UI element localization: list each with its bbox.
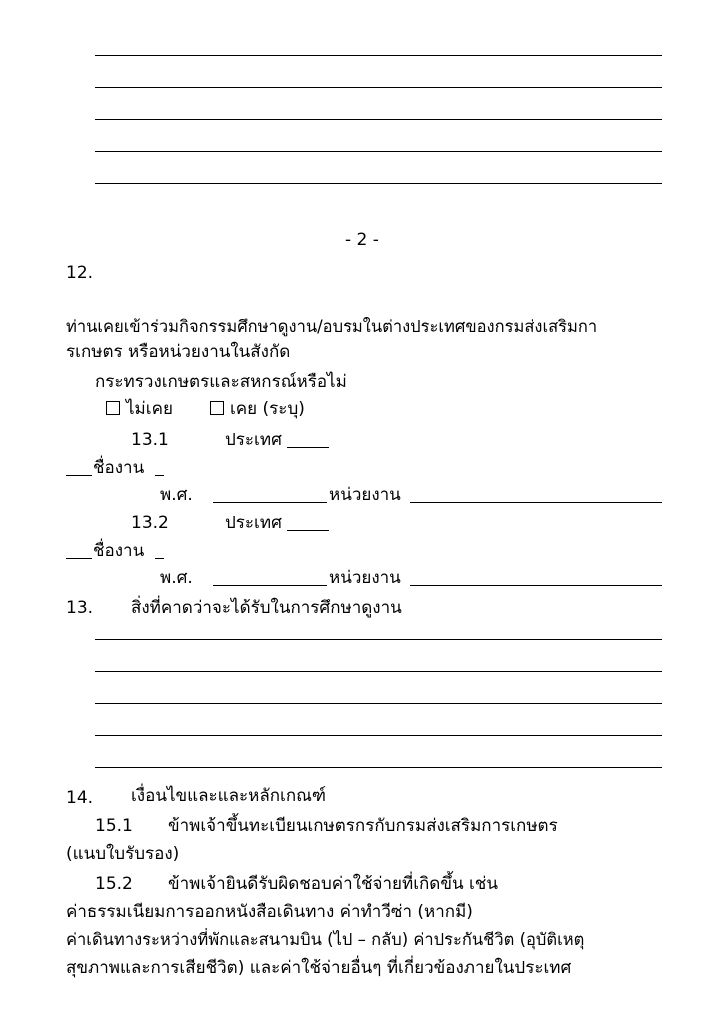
answer-line[interactable] [95,639,662,640]
page-number: - 2 - [345,230,379,250]
entry-agency-field[interactable] [410,502,662,503]
item-12-question-line: ท่านเคยเข้าร่วมกิจกรรมศึกษาดูงาน/อบรมในต่างประเทศของกรมส่งเสริมกา [66,317,598,336]
answer-line[interactable] [95,703,662,704]
entry-program-label: ชื่องาน [93,541,145,561]
answer-line[interactable] [95,55,662,56]
item-15-2-line: ข้าพเจ้ายินดีรับผิดชอบค่าใช้จ่ายที่เกิดขึ้น เช่น [168,874,498,894]
entry-year-field[interactable] [213,585,327,586]
answer-line[interactable] [95,735,662,736]
entry-year-label: พ.ศ. [160,485,193,505]
item-12-question-line: กระทรวงเกษตรและสหกรณ์หรือไม่ [95,372,347,392]
entry-number: 13.1 [131,430,169,450]
entry-number: 13.2 [131,513,169,533]
answer-line[interactable] [95,183,662,184]
entry-country-field[interactable] [287,530,329,531]
checkbox-never[interactable] [106,401,120,415]
option-ever-label: เคย (ระบุ) [230,399,305,419]
entry-year-label: พ.ศ. [160,568,193,588]
item-15-2-number: 15.2 [95,874,133,894]
checkbox-ever[interactable] [210,401,224,415]
answer-line[interactable] [95,151,662,152]
option-ever[interactable] [210,398,305,420]
entry-program-field[interactable] [155,475,164,476]
entry-agency-label: หน่วยงาน [329,568,401,588]
option-never[interactable] [106,398,173,420]
entry-program-field[interactable] [155,558,164,559]
item-12-question-line: รเกษตร หรือหน่วยงานในสังกัด [66,342,291,362]
entry-program-lead-field[interactable] [66,558,92,559]
item-15-1-number: 15.1 [95,816,133,836]
item-14-number: 14. [66,788,94,808]
entry-agency-label: หน่วยงาน [329,485,401,505]
option-never-label: ไม่เคย [126,399,173,419]
entry-year-field[interactable] [213,502,327,503]
item-13-number: 13. [66,598,94,618]
entry-program-label: ชื่องาน [93,458,145,478]
entry-country-field[interactable] [287,447,329,448]
answer-line[interactable] [95,671,662,672]
answer-line[interactable] [95,767,662,768]
item-15-1-line: (แนบใบรับรอง) [66,844,180,864]
entry-agency-field[interactable] [410,585,662,586]
entry-country-label: ประเทศ [225,513,282,533]
answer-line[interactable] [95,119,662,120]
item-15-2-line: ค่าธรรมเนียมการออกหนังสือเดินทาง ค่าทำวีซ่า (หากมี) [66,902,473,922]
item-14-text: เงื่อนไขและและหลักเกณฑ์ [131,786,327,806]
entry-country-label: ประเทศ [225,430,282,450]
entry-program-lead-field[interactable] [66,475,92,476]
item-15-1-line: ข้าพเจ้าขึ้นทะเบียนเกษตรกรกับกรมส่งเสริมการเกษตร [168,816,558,836]
item-13-text: สิ่งที่คาดว่าจะได้รับในการศึกษาดูงาน [131,598,402,618]
answer-line[interactable] [95,87,662,88]
item-15-2-line: สุขภาพและการเสียชีวิต) และค่าใช้จ่ายอื่นๆ ที่เกี่ยวข้องภายในประเทศ [66,958,572,978]
item-15-2-line: ค่าเดินทางระหว่างที่พักและสนามบิน (ไป – กลับ) ค่าประกันชีวิต (อุบัติเหตุ [66,930,585,949]
item-12-number: 12. [66,263,94,283]
